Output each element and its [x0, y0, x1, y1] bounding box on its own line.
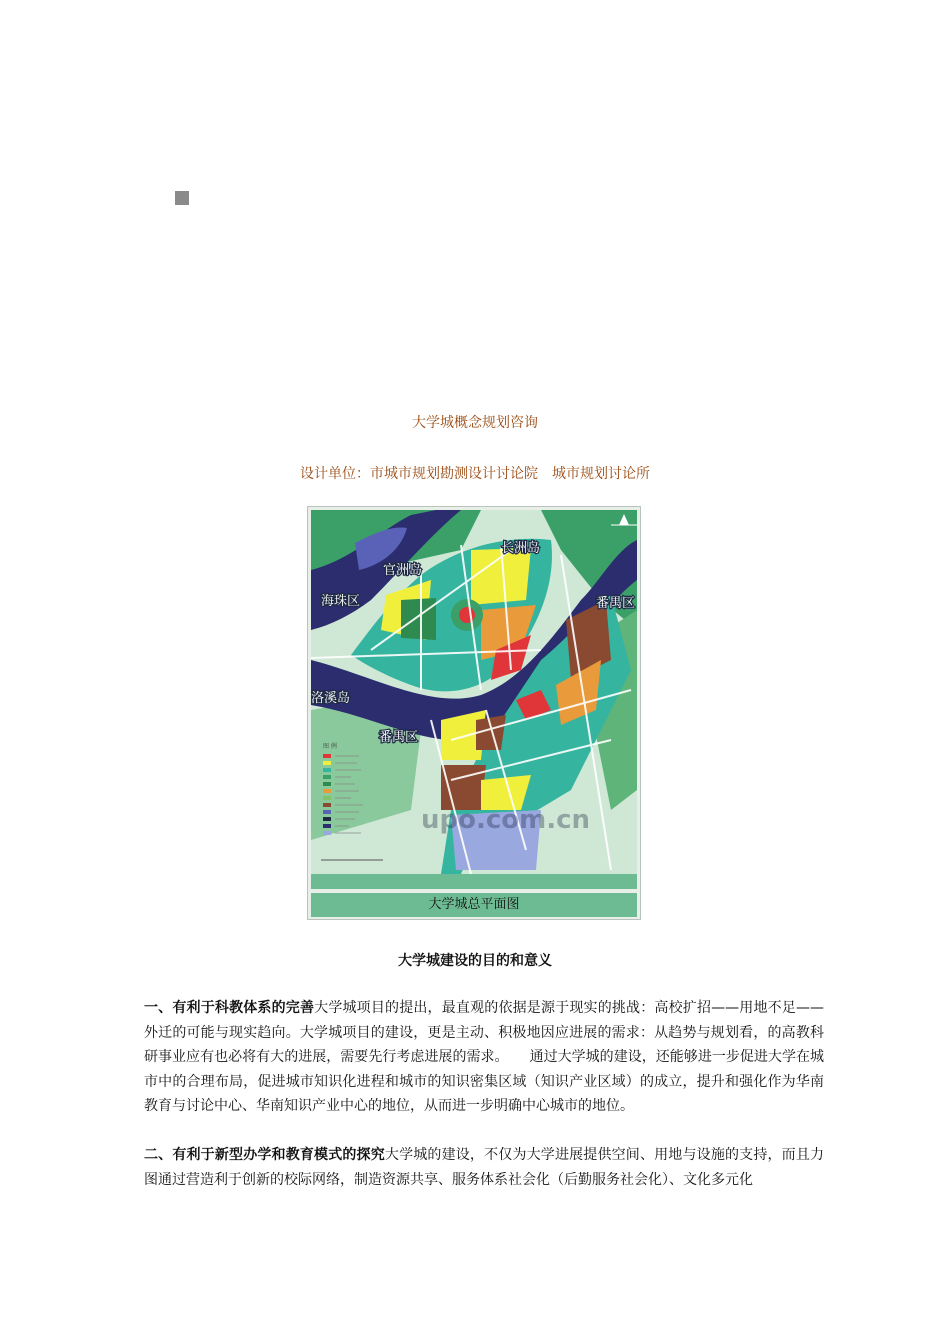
design-unit: 设计单位：市城市规划勘测设计讨论院 城市规划讨论所	[300, 466, 650, 482]
doc-title: 大学城概念规划咨询	[412, 415, 538, 431]
master-plan-figure	[307, 506, 641, 920]
bullet-square	[175, 191, 189, 205]
paragraph-2-lead: 二、有利于新型办学和教育模式的探究	[144, 1147, 385, 1163]
caption-band	[311, 874, 637, 889]
label-panyu-right: 番禺区	[596, 596, 636, 611]
paragraph-2	[144, 1143, 824, 1192]
label-changzhou: 长洲岛	[501, 541, 541, 556]
legend-title: 图 例	[323, 743, 337, 750]
label-panyu-left: 番禺区	[379, 730, 419, 745]
watermark: upo.com.cn	[421, 805, 591, 835]
paragraph-1-lead: 一、有利于科教体系的完善	[144, 1000, 315, 1016]
section-heading: 大学城建设的目的和意义	[398, 953, 552, 969]
label-haizhu: 海珠区	[321, 594, 361, 609]
paragraph-1	[144, 996, 824, 1119]
master-plan-map	[311, 510, 637, 874]
label-guanzhou: 官洲岛	[383, 563, 423, 578]
paragraph-2-text: 大学城的建设，不仅为大学进展提供空间、用地与设施的支持，而且力图通过营造利于创新的校际网络，制造资源共享、服务体系社会化（后勤服务社会化）、文化多元化	[144, 1147, 825, 1188]
paragraph-1-text: 大学城项目的提出，最直观的依据是源于现实的挑战：高校扩招——用地不足——外迁的可能与现实趋向。大学城项目的建设，更是主动、积极地因应进展的需求：从趋势与规划看，的高教科研事业应有也必将有大的进展，需要先行考虑进展的需求。 通过大学城的建设，还能够进一步促进大学在城市中的合理布局，促进城市知识化进程和城市的知识密集区域（知识产业区域）的成立，提升和强化作为华南教育与讨论中心、华南知识产业中心的地位，从而进一步明确中心城市的地位。	[144, 1000, 825, 1115]
label-luoxi: 洛溪岛	[311, 691, 351, 706]
figure-caption: 大学城总平面图	[311, 893, 637, 917]
